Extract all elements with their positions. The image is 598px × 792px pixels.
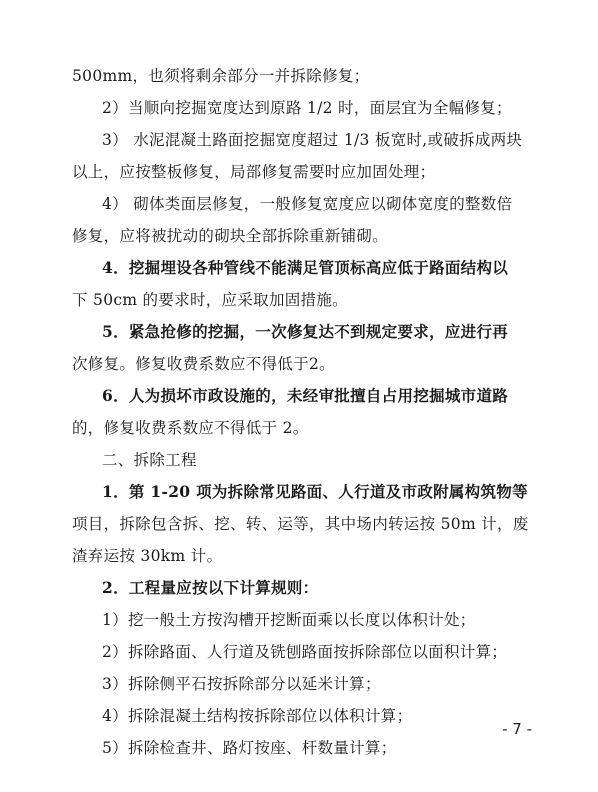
- text-line: 5）拆除检查井、路灯按座、杆数量计算；: [102, 739, 397, 757]
- text-line: 4） 砌体类面层修复，一般修复宽度应以砌体宽度的整数倍: [102, 195, 513, 213]
- text-line: 下 50cm 的要求时，应采取加固措施。: [72, 291, 348, 309]
- text-line: 3） 水泥混凝土路面挖掘宽度超过 1/3 板宽时,或破拆成两块: [102, 131, 523, 149]
- text-line: 1．第 1-20 项为拆除常见路面、人行道及市政附属构筑物等: [102, 482, 528, 501]
- text-line: 3）拆除侧平石按拆除部分以延米计算；: [102, 675, 381, 693]
- text-line: 2）拆除路面、人行道及铣刨路面按拆除部位以面积计算；: [102, 643, 508, 661]
- text-line: 500mm，也须将剩余部分一并拆除修复；: [72, 67, 370, 85]
- text-line: 修复，应将被扰动的砌块全部拆除重新铺砌。: [72, 227, 389, 245]
- text-line: 的，修复收费系数应不得低于 2。: [72, 419, 309, 437]
- page-number: - 7 -: [502, 720, 532, 738]
- text-line: 4．挖掘埋设各种管线不能满足管顶标高应低于路面结构以: [102, 258, 509, 277]
- text-line: 次修复。修复收费系数应不得低于2。: [72, 355, 335, 373]
- text-line: 2）当顺向挖掘宽度达到原路 1/2 时，面层宜为全幅修复；: [102, 99, 512, 117]
- text-line: 以上，应按整板修复，局部修复需要时应加固处理；: [72, 163, 436, 181]
- text-line: 5．紧急抢修的挖掘，一次修复达不到规定要求，应进行再: [102, 322, 509, 341]
- text-line: 渣弃运按 30km 计。: [72, 547, 223, 565]
- text-line: 4）拆除混凝土结构按拆除部位以体积计算；: [102, 707, 413, 725]
- text-line: 2．工程量应按以下计算规则：: [102, 578, 319, 597]
- text-line: 1）挖一般土方按沟槽开挖断面乘以长度以体积计处；: [102, 611, 476, 629]
- text-line: 6．人为损坏市政设施的，未经审批擅自占用挖掘城市道路: [102, 386, 509, 405]
- text-line: 项目，拆除包含拆、挖、转、运等，其中场内转运按 50m 计，废: [72, 515, 529, 533]
- section-heading: 二、拆除工程: [102, 451, 197, 469]
